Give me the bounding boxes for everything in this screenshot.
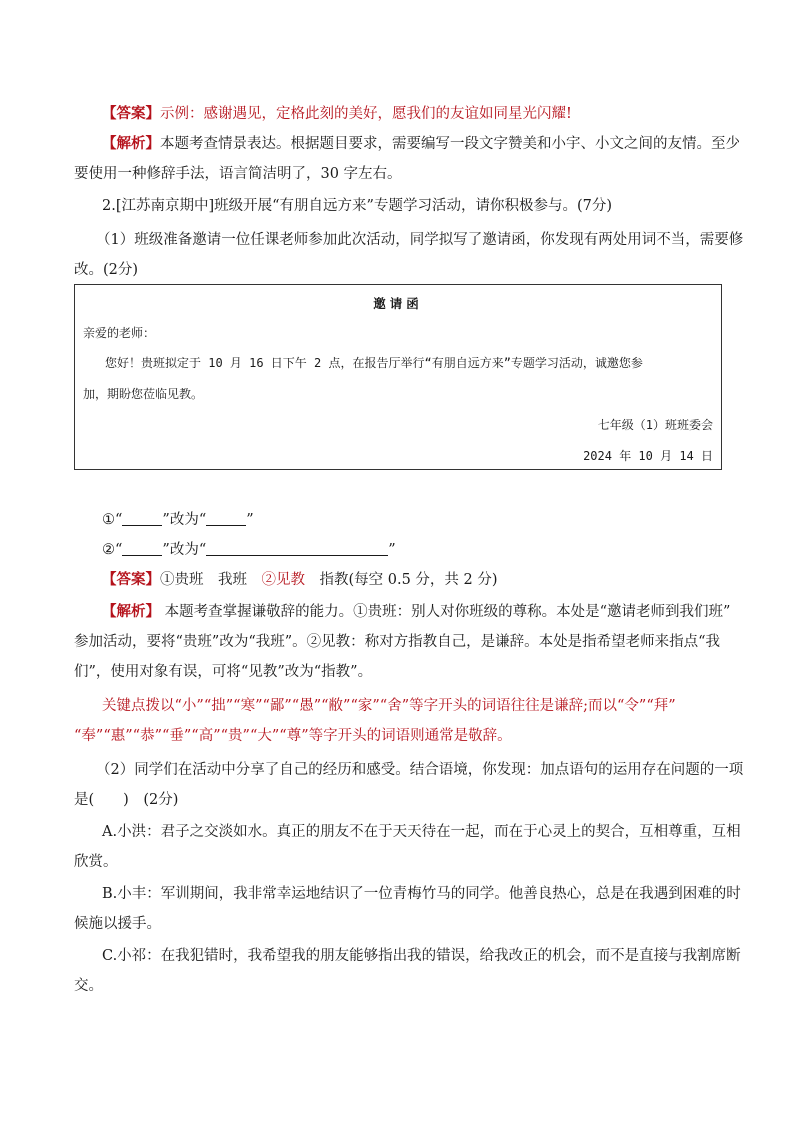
option-a-line2: 欣赏。: [74, 854, 118, 870]
q2-sub1-line1: （1）班级准备邀请一位任课老师参加此次活动，同学拟写了邀请函，你发现有两处用词不当，需要修: [96, 232, 744, 248]
q2-sub1-line2: 改。(2分): [74, 262, 139, 278]
q1-analysis-line1: [102, 134, 740, 154]
letter-title: 邀请函: [373, 296, 423, 311]
fill1-mid: ”改为“: [162, 512, 207, 528]
fill2-mid: ”改为“: [162, 542, 207, 558]
q2-sub2-line1: （2）同学们在活动中分享了自己的经历和感受。结合语境，你发现：加点语句的运用存在问题的一项: [96, 762, 744, 778]
answer-part-b: ②见教: [261, 572, 305, 588]
invitation-letter-box: [74, 284, 722, 470]
fill1-blank-a[interactable]: [122, 511, 162, 526]
option-c-line1: C.小祁：在我犯错时，我希望我的朋友能够指出我的错误，给我改正的机会，而不是直接与我割席断: [102, 948, 741, 964]
letter-body-line1: 您好！贵班拟定于 10 月 16 日下午 2 点，在报告厅举行“有朋自远方来”专题学习活动，诚邀您参: [105, 356, 643, 370]
q2-analysis-line3: 们”，使用对象有误，可将“见教”改为“指教”。: [74, 664, 373, 680]
letter-salutation: 亲爱的老师：: [83, 326, 156, 340]
key-tip-line1: 关键点拨以“小”“拙”“寒”“鄙”“愚”“敝”“家”“舍”等字开头的词语往往是谦辞;而以“令”“拜”: [102, 698, 676, 714]
fill1-prefix: ①“: [102, 512, 123, 528]
q2-sub2-line2: 是( ) (2分): [74, 792, 179, 808]
fill-line-2: [102, 540, 396, 560]
analysis-label: 【解析】: [102, 603, 160, 620]
answer-part-c: 指教(每空 0.5 分，共 2 分): [305, 572, 498, 588]
option-a-line1: A.小洪：君子之交淡如水。真正的朋友不在于天天待在一起，而在于心灵上的契合，互相尊重，互相: [102, 824, 741, 840]
option-b-line1: B.小丰：军训期间，我非常幸运地结识了一位青梅竹马的同学。他善良热心，总是在我遇到困难的时: [102, 886, 741, 902]
analysis-text: 本题考查掌握谦敬辞的能力。①贵班：别人对你班级的尊称。本处是“邀请老师到我们班”: [160, 604, 731, 620]
answer-label: 【答案】: [102, 105, 160, 122]
fill1-blank-b[interactable]: [206, 511, 246, 526]
option-c-line2: 交。: [74, 978, 103, 994]
q2-answer-line: [102, 570, 498, 590]
fill2-suffix: ”: [388, 542, 396, 558]
q1-analysis-line2: 要使用一种修辞手法，语言简洁明了，30 字左右。: [74, 166, 402, 182]
fill2-blank-b[interactable]: [206, 541, 388, 556]
letter-body-line2: 加，期盼您莅临见教。: [83, 387, 204, 401]
q2-analysis-line2: 参加活动，要将“贵班”改为“我班”。②见教：称对方指教自己，是谦辞。本处是指希望老师来指点“我: [74, 634, 721, 650]
fill2-blank-a[interactable]: [122, 541, 162, 556]
key-tip-line2: “奉”“惠”“恭”“垂”“高”“贵”“大”“尊”等字开头的词语则通常是敬辞。: [74, 728, 512, 744]
answer-text: 示例：感谢遇见，定格此刻的美好，愿我们的友谊如同星光闪耀!: [160, 106, 572, 122]
option-b-line2: 候施以援手。: [74, 916, 161, 932]
q2-stem: 2.[江苏南京期中]班级开展“有朋自远方来”专题学习活动，请你积极参与。(7分): [102, 198, 613, 214]
q2-analysis-line1: [102, 602, 730, 622]
q1-answer-line: [102, 104, 572, 124]
analysis-text: 本题考查情景表达。根据题目要求，需要编写一段文字赞美和小宇、小文之间的友情。至少: [160, 136, 740, 152]
letter-signature: 七年级（1）班班委会: [597, 418, 713, 432]
letter-date: 2024 年 10 月 14 日: [583, 449, 713, 463]
fill2-prefix: ②“: [102, 542, 123, 558]
analysis-label: 【解析】: [102, 135, 160, 152]
fill1-suffix: ”: [246, 512, 254, 528]
answer-part-a: ①贵班 我班: [160, 572, 262, 588]
fill-line-1: [102, 510, 254, 530]
answer-label: 【答案】: [102, 571, 160, 588]
